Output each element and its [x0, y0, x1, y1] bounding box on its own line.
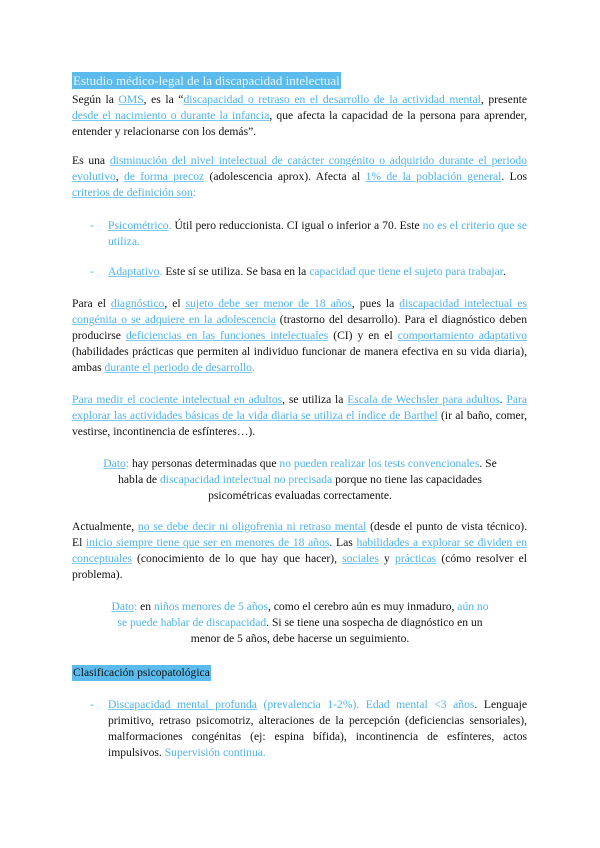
text-run: , el — [164, 297, 186, 310]
highlighted-term: 1% de la población general — [365, 170, 502, 183]
section-heading: Clasificación psicopatológica — [73, 666, 210, 679]
bullet-profunda — [108, 697, 527, 761]
text-run: , como el cerebro aún es muy inmaduro, — [267, 600, 458, 613]
highlighted-term: inicio siempre tiene que ser en menores de 18 años — [86, 536, 330, 549]
text-run: . Los — [501, 170, 528, 183]
text-run: , que afecta la capacidad de la persona para aprender, entender y relacionarse con los demás”. — [72, 109, 527, 138]
text-run: Actualmente, — [72, 520, 138, 533]
highlighted-term: comportamiento adaptativo — [397, 329, 527, 342]
text-run: (conocimiento de lo que hay que hacer), — [131, 552, 343, 565]
highlighted-term: Adaptativo — [108, 265, 160, 278]
emphasized-text: niños menores de 5 años — [153, 600, 268, 613]
emphasized-text: no pueden realizar los tests convencionales — [279, 457, 480, 470]
highlighted-term: de forma precoz — [124, 170, 205, 183]
highlighted-term: deficiencias en las funciones intelectuales — [125, 329, 329, 342]
highlighted-term: sociales — [342, 552, 379, 565]
highlighted-term: Dato — [111, 600, 135, 613]
text-run: , pues la — [351, 297, 400, 310]
text-run: Según la — [72, 93, 119, 106]
paragraph-oms — [72, 92, 527, 140]
paragraph-medir — [72, 392, 527, 440]
text-run: en — [140, 600, 154, 613]
emphasized-text: (prevalencia 1-2%). Edad mental <3 años — [256, 698, 475, 711]
highlighted-term: Escala de Wechsler para adultos — [347, 393, 500, 406]
text-run: Este sí se utiliza. Se basa en la — [165, 265, 310, 278]
emphasized-text: no es el criterio que se utiliza. — [108, 219, 527, 248]
text-run: . Si se tiene una sospecha de diagnóstico en un menor de 5 años, debe hacerse un seguimiento. — [190, 616, 483, 645]
emphasized-text: : — [125, 457, 132, 470]
emphasized-text: capacidad que tiene el sujeto para trabajar — [309, 265, 504, 278]
emphasized-text: . — [262, 746, 266, 759]
text-run: y — [378, 552, 395, 565]
bullet-psicometrico — [108, 218, 527, 250]
bullet-marker: - — [90, 219, 94, 232]
bullet-marker: - — [90, 265, 94, 278]
text-run: . Se habla de — [118, 457, 497, 486]
emphasized-text: : — [134, 600, 141, 613]
text-run: , se utiliza la — [282, 393, 348, 406]
document-title: Estudio médico-legal de la discapacidad intelectual — [73, 73, 340, 88]
text-run: . — [499, 393, 507, 406]
highlighted-term: Para medir el cociente intelectual en adultos — [72, 393, 283, 406]
note-dato-2 — [108, 599, 492, 647]
emphasized-text: . — [251, 361, 255, 374]
highlighted-term: OMS — [118, 93, 144, 106]
emphasized-text: . — [168, 219, 175, 232]
text-run: (adolescencia aprox). Afecta al — [204, 170, 366, 183]
emphasized-text: discapacidad intelectual no precisada — [159, 473, 333, 486]
emphasized-text: . — [159, 265, 166, 278]
highlighted-term: disminución del nivel intelectual de carácter congénito o adquirido durante el periodo evolutivo — [72, 154, 527, 183]
highlighted-term: criterios de definición son — [72, 186, 193, 199]
highlighted-term: prácticas — [395, 552, 437, 565]
text-run: Para el — [72, 297, 111, 310]
text-run: (ir al baño, comer, vestirse, incontinencia de esfínteres…). — [72, 409, 527, 438]
text-run: , presente — [480, 93, 527, 106]
text-run: (habilidades prácticas que permiten al individuo funcionar de manera efectiva en su vida diaria), ambas — [72, 345, 527, 374]
note-dato-1 — [100, 456, 500, 504]
highlighted-term: sujeto debe ser menor de 18 años — [185, 297, 352, 310]
emphasized-text: Supervisión continua — [164, 746, 263, 759]
highlighted-term: desde el nacimiento o durante la infancia — [72, 109, 270, 122]
highlighted-term: diagnóstico — [110, 297, 165, 310]
text-run: Es una — [72, 154, 110, 167]
text-run: hay personas determinadas que — [131, 457, 280, 470]
text-run: (desde el punto de vista técnico). El — [72, 520, 527, 549]
paragraph-definicion — [72, 153, 527, 201]
text-run: Útil pero reduccionista. CI igual o inferior a 70. Este — [174, 219, 423, 232]
highlighted-term: Dato — [103, 457, 126, 470]
highlighted-term: discapacidad intelectual es congénita o se adquiere en la adolescencia — [72, 297, 528, 326]
highlighted-term: Psicométrico — [108, 219, 169, 232]
highlighted-term: Para explorar las actividades básicas de la vida diaria se utiliza el índice de Barthel — [72, 393, 527, 422]
paragraph-diagnostico — [72, 296, 527, 376]
bullet-marker: - — [90, 698, 94, 711]
text-run: . Las — [329, 536, 357, 549]
emphasized-text: : — [192, 186, 196, 199]
text-run: (CI) y en el — [328, 329, 398, 342]
text-run: , — [115, 170, 125, 183]
highlighted-term: durante el periodo de desarrollo — [104, 361, 252, 374]
highlighted-term: discapacidad o retraso en el desarrollo de la actividad mental — [183, 93, 481, 106]
text-run: . — [503, 265, 506, 278]
text-run: . Lenguaje primitivo, retraso psicomotriz, alteraciones de la percepción (deficiencias sensoriales), malformaciones congénitas (ej: espina bífida), incontinencia de esfínteres, actos impulsivos. — [108, 698, 527, 759]
highlighted-term: habilidades a explorar se dividen en conceptuales — [72, 536, 527, 565]
text-run: (cómo resolver el problema). — [72, 552, 528, 581]
text-run: (trastorno del desarrollo). Para el diagnóstico deben producirse — [72, 313, 527, 342]
text-run: porque no tiene las capacidades psicométricas evaluadas correctamente. — [208, 473, 482, 502]
emphasized-text: aún no se puede hablar de discapacidad — [117, 600, 489, 629]
bullet-adaptativo — [108, 264, 527, 280]
highlighted-term: no se debe decir ni oligofrenia ni retraso mental — [137, 520, 367, 533]
text-run: , es la “ — [143, 93, 184, 106]
highlighted-term: Discapacidad mental profunda — [108, 698, 257, 711]
paragraph-actualmente — [72, 519, 527, 583]
